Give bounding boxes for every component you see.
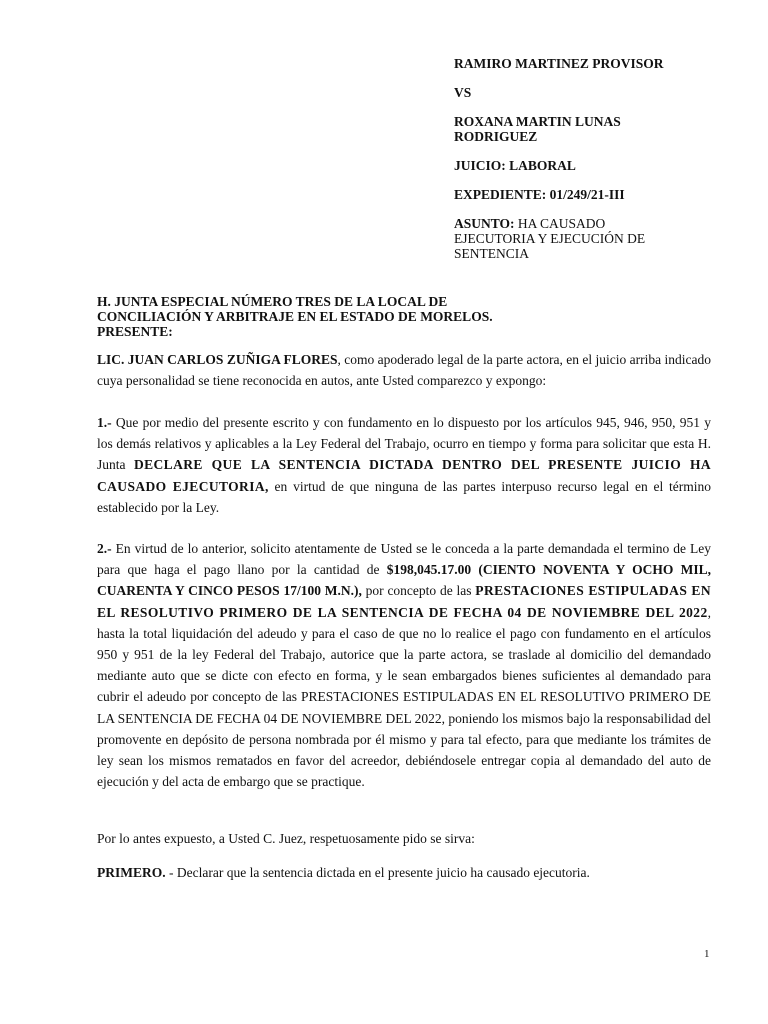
attorney-name: LIC. JUAN CARLOS ZUÑIGA FLORES [97, 352, 338, 367]
versus-label: VS [454, 85, 472, 100]
point-1-bold: DECLARE QUE LA SENTENCIA DICTADA DENTRO DEL PRESENTE JUICIO HA CAUSADO EJECUTORIA, [97, 457, 712, 494]
juicio-line [454, 158, 684, 173]
addressee-line-1: H. JUNTA ESPECIAL NÚMERO TRES DE LA LOCAL DE [97, 294, 448, 309]
point-1-number: 1.- [97, 415, 112, 430]
primero-text: - Declarar que la sentencia dictada en el presente juicio ha causado ejecutoria. [165, 865, 590, 880]
point-2-prestaciones: PRESTACIONES ESTIPULADAS EN EL RESOLUTIVO PRIMERO DE LA SENTENCIA DE FECHA 04 DE NOVIEMBRE DEL 2022 [97, 583, 711, 620]
point-2-number: 2.- [97, 541, 112, 556]
juicio-label: JUICIO: [454, 158, 506, 173]
point-2-paragraph [97, 538, 711, 792]
expediente-value: 01/249/21-III [549, 187, 625, 202]
intro-text: , como apoderado legal de la parte actora, en el juicio arriba indicado cuya personalidad se tiene reconocida en autos, ante Usted comparezco y expongo: [97, 352, 711, 389]
point-2-text-e: , hasta la total liquidación del adeudo y para el caso de que no lo realice el pago con fundamento en el artículos 950 y 951 de la ley Federal del Trabajo, autorice que la parte actora, se traslade al domicilio del demandado mediante auto que se dicte con efecto en forma, y le sean embargados bienes suficientes al demandado para cubrir el adeudo por concepto de las PRESTACIONES ESTIPULADAS EN EL RESOLUTIVO PRIMERO DE LA SENTENCIA DE FECHA 04 DE NOVIEMBRE DEL 2022, poniendo los mismos bajo la responsabilidad del promovente en depósito de persona nombrada por él mismo y para tal efecto, para que mediante los trámites de ley sean los mismos rematados en favor del acreedor, debiéndosele entregar copia al demandado del auto de ejecución y del acta de embargo que se practique. [97, 604, 711, 790]
defendant-name: ROXANA MARTIN LUNAS RODRIGUEZ [454, 114, 621, 144]
juicio-value: LABORAL [509, 158, 576, 173]
case-header [454, 56, 684, 275]
point-1-paragraph [97, 412, 711, 518]
point-1-text-a: Que por medio del presente escrito y con fundamento en lo dispuesto por los artículos 945, 946, 950, 951 y los demás relativos y aplicables a la Ley Federal del Trabajo, ocurro en tiempo y forma para solicitar que esta H. Junta [97, 415, 711, 473]
asunto-line [454, 216, 684, 261]
plaintiff-name: RAMIRO MARTINEZ PROVISOR [454, 56, 664, 71]
point-2-text-a: En virtud de lo anterior, solicito atentamente de Usted se le conceda a la parte demandada el termino de Ley para que haga el pago llano por la cantidad de [97, 541, 711, 578]
expediente-line [454, 187, 684, 202]
point-1-text-c: en virtud de que ninguna de las partes interpuso recurso legal en el término establecido por la Ley. [97, 478, 711, 515]
point-2-amount: $198,045.17.00 (CIENTO NOVENTA Y OCHO MIL, CUARENTA Y CINCO PESOS 17/100 M.N.), [97, 562, 711, 599]
primero-paragraph [97, 862, 711, 883]
primero-label: PRIMERO. [97, 865, 166, 880]
asunto-label: ASUNTO: [454, 216, 515, 231]
expediente-label: EXPEDIENTE: [454, 187, 547, 202]
addressee-line-2: CONCILIACIÓN Y ARBITRAJE EN EL ESTADO DE MORELOS. [97, 309, 493, 324]
point-2-text-c: por concepto de las [361, 583, 476, 599]
asunto-value: HA CAUSADO EJECUTORIA Y EJECUCIÓN DE SENTENCIA [454, 216, 646, 261]
intro-paragraph [97, 349, 711, 391]
addressee-line-3: PRESENTE: [97, 324, 173, 339]
addressee-block [97, 294, 657, 339]
closing-paragraph: Por lo antes expuesto, a Usted C. Juez, respetuosamente pido se sirva: [97, 831, 475, 846]
page-number: 1 [704, 948, 710, 960]
